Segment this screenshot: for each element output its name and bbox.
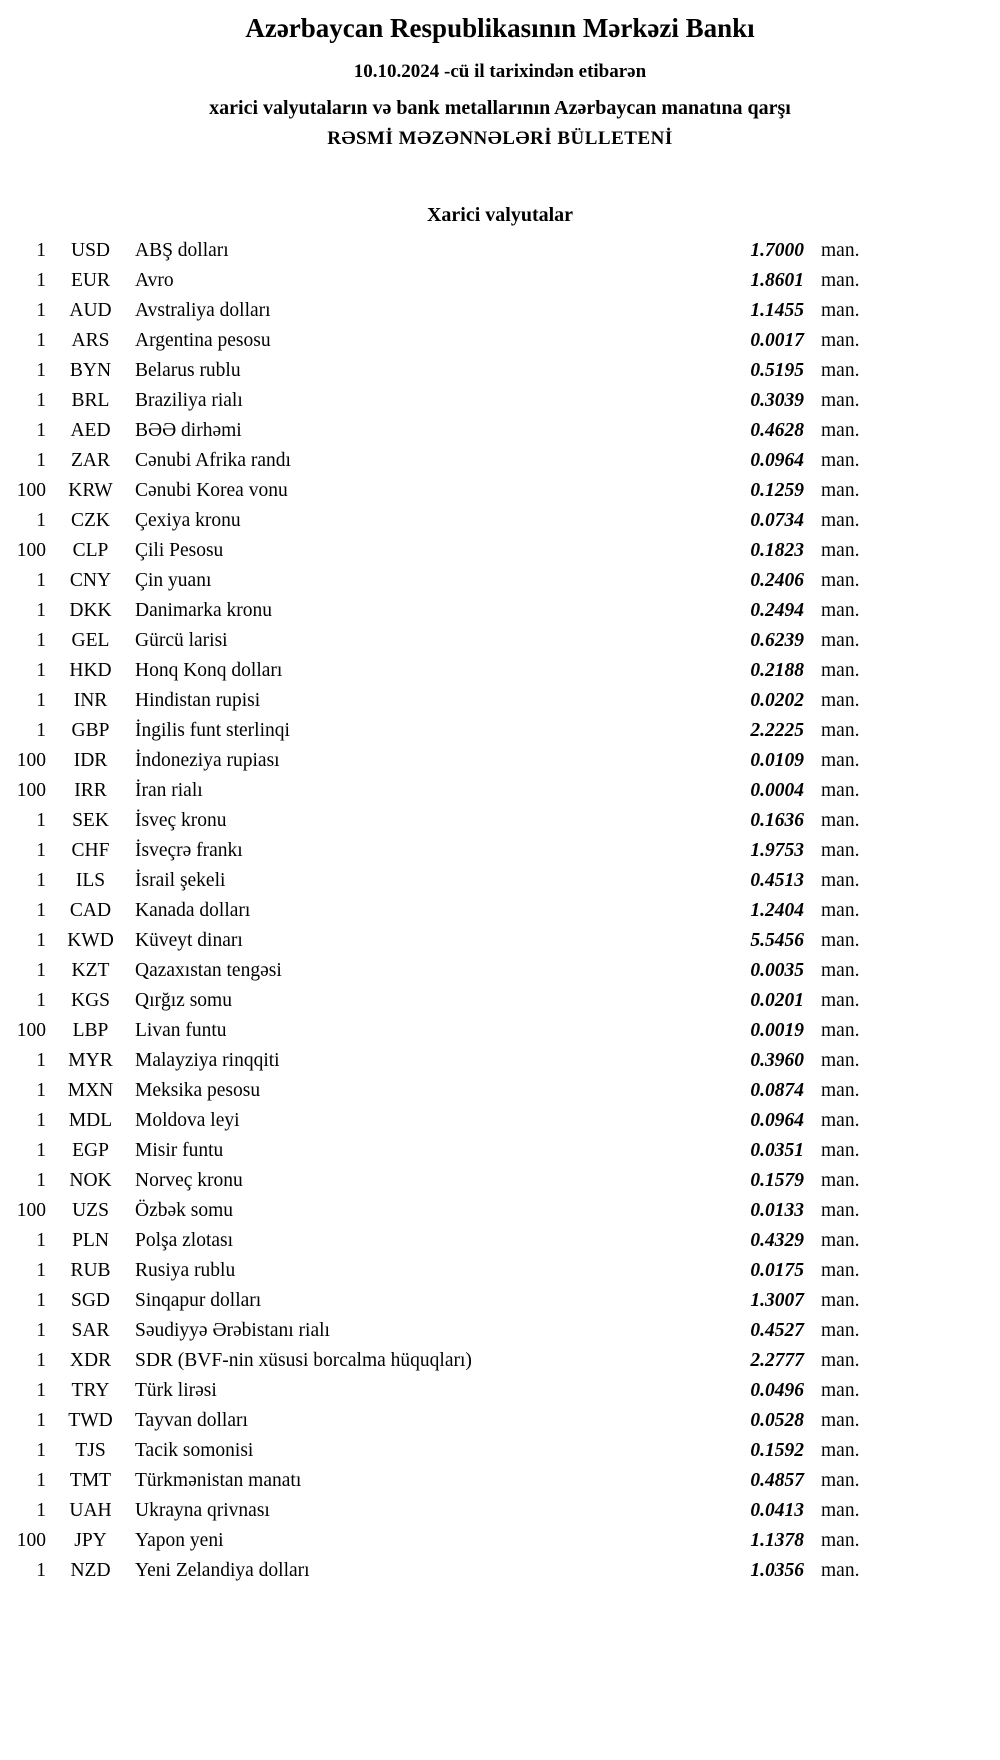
quantity-cell: 1 [36,390,46,412]
currency-code-cell: TRY [71,1380,110,1402]
rate-value-cell: 2.2225 [750,720,804,742]
rate-row [6,1466,868,1496]
rate-value-cell: 1.9753 [750,840,804,862]
rate-value-cell: 0.3039 [750,390,804,412]
currency-name-cell: Braziliya rialı [135,390,243,412]
currency-code-cell: IRR [74,780,107,802]
effective-date-line: 10.10.2024 -cü il tarixindən etibarən [353,61,647,83]
quantity-cell: 1 [36,630,46,652]
currency-name-cell: Malayziya rinqqiti [135,1050,280,1072]
rate-value-cell: 0.3960 [750,1050,804,1072]
quantity-cell: 1 [36,570,46,592]
quantity-cell: 1 [36,330,46,352]
rate-value-cell: 5.5456 [750,930,804,952]
currency-name-cell: Türkmənistan manatı [135,1470,302,1492]
quantity-cell: 1 [36,1080,46,1102]
quantity-cell: 100 [16,780,46,802]
quantity-cell: 1 [36,1380,46,1402]
unit-cell: man. [821,240,860,262]
unit-cell: man. [821,270,860,292]
rate-value-cell: 0.5195 [750,360,804,382]
rate-row [6,416,868,446]
rate-row [6,1016,868,1046]
unit-cell: man. [821,1560,860,1582]
unit-cell: man. [821,1110,860,1132]
rate-row [6,1556,868,1586]
quantity-cell: 1 [36,1260,46,1282]
currency-name-cell: Tayvan dolları [135,1410,248,1432]
unit-cell: man. [821,660,860,682]
currency-code-cell: CNY [69,570,112,592]
currency-name-cell: Moldova leyi [135,1110,240,1132]
rate-value-cell: 0.4527 [750,1320,804,1342]
quantity-cell: 1 [36,900,46,922]
rate-value-cell: 0.0004 [750,780,804,802]
quantity-cell: 1 [36,1350,46,1372]
currency-name-cell: İsrail şekeli [135,870,226,892]
rate-row [6,386,868,416]
currency-code-cell: CHF [71,840,110,862]
rate-row [6,956,868,986]
currency-name-cell: Çili Pesosu [135,540,224,562]
quantity-cell: 100 [16,1020,46,1042]
rate-value-cell: 0.1823 [750,540,804,562]
rate-row [6,1046,868,1076]
rate-row [6,1136,868,1166]
rate-row [6,1436,868,1466]
unit-cell: man. [821,420,860,442]
rate-row [6,1226,868,1256]
rate-value-cell: 0.2494 [750,600,804,622]
quantity-cell: 1 [36,1230,46,1252]
currency-name-cell: İsveçrə frankı [135,840,243,862]
rate-row [6,896,868,926]
currency-name-cell: Polşa zlotası [135,1230,234,1252]
currency-name-cell: Honq Konq dolları [135,660,283,682]
quantity-cell: 1 [36,1140,46,1162]
quantity-cell: 1 [36,240,46,262]
currency-code-cell: SGD [70,1290,110,1312]
quantity-cell: 1 [36,1320,46,1342]
rate-value-cell: 0.0413 [750,1500,804,1522]
rate-value-cell: 0.2406 [750,570,804,592]
unit-cell: man. [821,1290,860,1312]
quantity-cell: 100 [16,1200,46,1222]
rate-row [6,986,868,1016]
unit-cell: man. [821,780,860,802]
currency-code-cell: SEK [72,810,109,832]
currency-name-cell: Sinqapur dolları [135,1290,262,1312]
bulletin-title: RƏSMİ MƏZƏNNƏLƏRİ BÜLLETENİ [327,128,673,150]
currency-code-cell: USD [70,240,110,262]
rate-value-cell: 1.2404 [750,900,804,922]
rate-value-cell: 0.1259 [750,480,804,502]
currency-code-cell: RUB [70,1260,111,1282]
quantity-cell: 100 [16,1530,46,1552]
quantity-cell: 1 [36,1470,46,1492]
quantity-cell: 1 [36,600,46,622]
unit-cell: man. [821,930,860,952]
rate-row [6,1406,868,1436]
currency-name-cell: Qazaxıstan tengəsi [135,960,282,982]
currency-code-cell: EUR [71,270,110,292]
currency-code-cell: KWD [67,930,114,952]
rate-value-cell: 0.1636 [750,810,804,832]
currency-code-cell: ILS [75,870,106,892]
quantity-cell: 1 [36,420,46,442]
currency-name-cell: Livan funtu [135,1020,227,1042]
quantity-cell: 1 [36,690,46,712]
currency-code-cell: TJS [75,1440,106,1462]
quantity-cell: 100 [16,480,46,502]
unit-cell: man. [821,1410,860,1432]
rate-row [6,326,868,356]
rate-value-cell: 0.4513 [750,870,804,892]
rate-row [6,1526,868,1556]
rate-value-cell: 1.8601 [750,270,804,292]
currency-name-cell: Tacik somonisi [135,1440,254,1462]
quantity-cell: 1 [36,450,46,472]
currency-code-cell: UZS [72,1200,109,1222]
currency-name-cell: Rusiya rublu [135,1260,236,1282]
currency-name-cell: Gürcü larisi [135,630,228,652]
rate-row [6,776,868,806]
currency-code-cell: CZK [71,510,110,532]
rate-row [6,356,868,386]
unit-cell: man. [821,510,860,532]
currency-code-cell: JPY [74,1530,107,1552]
rate-value-cell: 0.0109 [750,750,804,772]
unit-cell: man. [821,990,860,1012]
rate-row [6,1346,868,1376]
quantity-cell: 1 [36,990,46,1012]
unit-cell: man. [821,630,860,652]
currency-name-cell: Çin yuanı [135,570,212,592]
quantity-cell: 1 [36,360,46,382]
rate-value-cell: 0.4628 [750,420,804,442]
quantity-cell: 1 [36,720,46,742]
quantity-cell: 1 [36,300,46,322]
unit-cell: man. [821,1350,860,1372]
rate-row [6,1076,868,1106]
currency-name-cell: Belarus rublu [135,360,241,382]
currency-name-cell: Cənubi Afrika randı [135,450,291,472]
currency-name-cell: Ukrayna qrivnası [135,1500,270,1522]
unit-cell: man. [821,1020,860,1042]
unit-cell: man. [821,1530,860,1552]
subtitle-line: xarici valyutaların və bank metallarının Azərbaycan manatına qarşı [209,97,791,120]
rate-value-cell: 1.1378 [750,1530,804,1552]
document-title: Azərbaycan Respublikasının Mərkəzi Bankı [245,13,755,43]
unit-cell: man. [821,1140,860,1162]
quantity-cell: 1 [36,660,46,682]
rate-value-cell: 0.4329 [750,1230,804,1252]
rate-value-cell: 0.0734 [750,510,804,532]
currency-name-cell: ABŞ dolları [135,240,229,262]
currency-code-cell: CLP [72,540,109,562]
unit-cell: man. [821,720,860,742]
unit-cell: man. [821,1440,860,1462]
rate-value-cell: 0.0964 [750,450,804,472]
currency-name-cell: Meksika pesosu [135,1080,261,1102]
currency-name-cell: Cənubi Korea vonu [135,480,288,502]
unit-cell: man. [821,960,860,982]
document-header [0,0,1000,150]
currency-code-cell: EGP [72,1140,109,1162]
currency-code-cell: AUD [69,300,112,322]
unit-cell: man. [821,690,860,712]
rate-row [6,236,868,266]
rate-value-cell: 0.0201 [750,990,804,1012]
rate-value-cell: 0.1592 [750,1440,804,1462]
currency-code-cell: AED [70,420,111,442]
unit-cell: man. [821,390,860,412]
rate-row [6,626,868,656]
rate-value-cell: 0.0175 [750,1260,804,1282]
rate-row [6,1166,868,1196]
unit-cell: man. [821,540,860,562]
currency-code-cell: SAR [71,1320,110,1342]
unit-cell: man. [821,360,860,382]
unit-cell: man. [821,1050,860,1072]
currency-code-cell: IDR [73,750,108,772]
rate-row [6,806,868,836]
unit-cell: man. [821,1080,860,1102]
rate-row [6,836,868,866]
rate-value-cell: 2.2777 [750,1350,804,1372]
currency-name-cell: Argentina pesosu [135,330,271,352]
currency-code-cell: KGS [70,990,110,1012]
rate-value-cell: 0.0133 [750,1200,804,1222]
rates-table [6,236,868,1586]
quantity-cell: 1 [36,1290,46,1312]
rate-row [6,926,868,956]
currency-name-cell: Küveyt dinarı [135,930,243,952]
quantity-cell: 1 [36,1410,46,1432]
unit-cell: man. [821,810,860,832]
quantity-cell: 1 [36,270,46,292]
rate-row [6,1106,868,1136]
currency-code-cell: PLN [72,1230,109,1252]
currency-name-cell: Hindistan rupisi [135,690,261,712]
quantity-cell: 1 [36,1050,46,1072]
unit-cell: man. [821,1260,860,1282]
quantity-cell: 1 [36,1170,46,1192]
quantity-cell: 1 [36,1500,46,1522]
unit-cell: man. [821,1380,860,1402]
unit-cell: man. [821,870,860,892]
unit-cell: man. [821,1470,860,1492]
unit-cell: man. [821,330,860,352]
rate-value-cell: 0.6239 [750,630,804,652]
rate-row [6,716,868,746]
currency-name-cell: Yeni Zelandiya dolları [135,1560,310,1582]
unit-cell: man. [821,1500,860,1522]
rate-value-cell: 1.3007 [750,1290,804,1312]
rate-value-cell: 0.0874 [750,1080,804,1102]
rate-row [6,1256,868,1286]
rate-row [6,506,868,536]
currency-name-cell: İran rialı [135,780,203,802]
rate-row [6,476,868,506]
currency-code-cell: UAH [69,1500,112,1522]
rate-row [6,596,868,626]
currency-name-cell: Misir funtu [135,1140,224,1162]
quantity-cell: 1 [36,930,46,952]
currency-code-cell: BRL [71,390,110,412]
unit-cell: man. [821,570,860,592]
rate-row [6,686,868,716]
rate-value-cell: 0.4857 [750,1470,804,1492]
currency-code-cell: LBP [72,1020,109,1042]
currency-name-cell: Yapon yeni [135,1530,224,1552]
quantity-cell: 100 [16,540,46,562]
currency-name-cell: İngilis funt sterlinqi [135,720,290,742]
quantity-cell: 1 [36,810,46,832]
currency-name-cell: Qırğız somu [135,990,232,1012]
rate-value-cell: 0.0964 [750,1110,804,1132]
currency-code-cell: GEL [71,630,110,652]
currency-name-cell: Özbək somu [135,1200,234,1222]
rate-row [6,1496,868,1526]
currency-code-cell: NOK [69,1170,112,1192]
quantity-cell: 1 [36,870,46,892]
currency-code-cell: ZAR [71,450,110,472]
currency-name-cell: Türk lirəsi [135,1380,217,1402]
unit-cell: man. [821,600,860,622]
currency-code-cell: MYR [68,1050,113,1072]
currency-code-cell: MXN [67,1080,114,1102]
unit-cell: man. [821,750,860,772]
rate-row [6,296,868,326]
rate-row [6,1316,868,1346]
quantity-cell: 1 [36,1440,46,1462]
currency-name-cell: Səudiyyə Ərəbistanı rialı [135,1320,330,1342]
quantity-cell: 1 [36,1110,46,1132]
rate-row [6,266,868,296]
currency-code-cell: CAD [69,900,112,922]
currency-name-cell: İndoneziya rupiası [135,750,280,772]
quantity-cell: 100 [16,750,46,772]
currency-code-cell: KRW [68,480,113,502]
rate-row [6,1286,868,1316]
currency-name-cell: İsveç kronu [135,810,227,832]
rate-row [6,866,868,896]
rate-row [6,1376,868,1406]
currency-name-cell: Avro [135,270,174,292]
quantity-cell: 1 [36,510,46,532]
rate-value-cell: 0.0035 [750,960,804,982]
unit-cell: man. [821,480,860,502]
unit-cell: man. [821,300,860,322]
currency-code-cell: INR [73,690,108,712]
rate-value-cell: 1.7000 [750,240,804,262]
rate-value-cell: 1.1455 [750,300,804,322]
currency-code-cell: DKK [69,600,112,622]
unit-cell: man. [821,1200,860,1222]
unit-cell: man. [821,900,860,922]
rate-value-cell: 1.0356 [750,1560,804,1582]
unit-cell: man. [821,1170,860,1192]
currency-code-cell: ARS [71,330,110,352]
currency-name-cell: Danimarka kronu [135,600,272,622]
rate-value-cell: 0.0528 [750,1410,804,1432]
currency-name-cell: BƏƏ dirhəmi [135,420,242,442]
rate-value-cell: 0.0019 [750,1020,804,1042]
quantity-cell: 1 [36,840,46,862]
currency-code-cell: TWD [68,1410,113,1432]
currency-code-cell: GBP [71,720,110,742]
currency-code-cell: MDL [68,1110,113,1132]
rate-row [6,446,868,476]
currency-code-cell: NZD [70,1560,111,1582]
unit-cell: man. [821,1320,860,1342]
rate-value-cell: 0.2188 [750,660,804,682]
currency-name-cell: Çexiya kronu [135,510,241,532]
currency-code-cell: KZT [71,960,110,982]
rate-value-cell: 0.0496 [750,1380,804,1402]
quantity-cell: 1 [36,1560,46,1582]
rate-value-cell: 0.0202 [750,690,804,712]
rate-row [6,536,868,566]
unit-cell: man. [821,840,860,862]
rate-value-cell: 0.0351 [750,1140,804,1162]
currency-name-cell: Kanada dolları [135,900,251,922]
rate-value-cell: 0.1579 [750,1170,804,1192]
unit-cell: man. [821,450,860,472]
currency-code-cell: HKD [69,660,112,682]
rate-value-cell: 0.0017 [750,330,804,352]
currency-name-cell: SDR (BVF-nin xüsusi borcalma hüquqları) [135,1350,472,1372]
currency-code-cell: BYN [69,360,112,382]
currency-name-cell: Norveç kronu [135,1170,243,1192]
rate-row [6,746,868,776]
section-title: Xarici valyutalar [426,204,574,227]
quantity-cell: 1 [36,960,46,982]
rate-row [6,566,868,596]
currency-name-cell: Avstraliya dolları [135,300,271,322]
unit-cell: man. [821,1230,860,1252]
currency-code-cell: XDR [69,1350,112,1372]
rate-row [6,656,868,686]
rate-row [6,1196,868,1226]
currency-code-cell: TMT [69,1470,112,1492]
